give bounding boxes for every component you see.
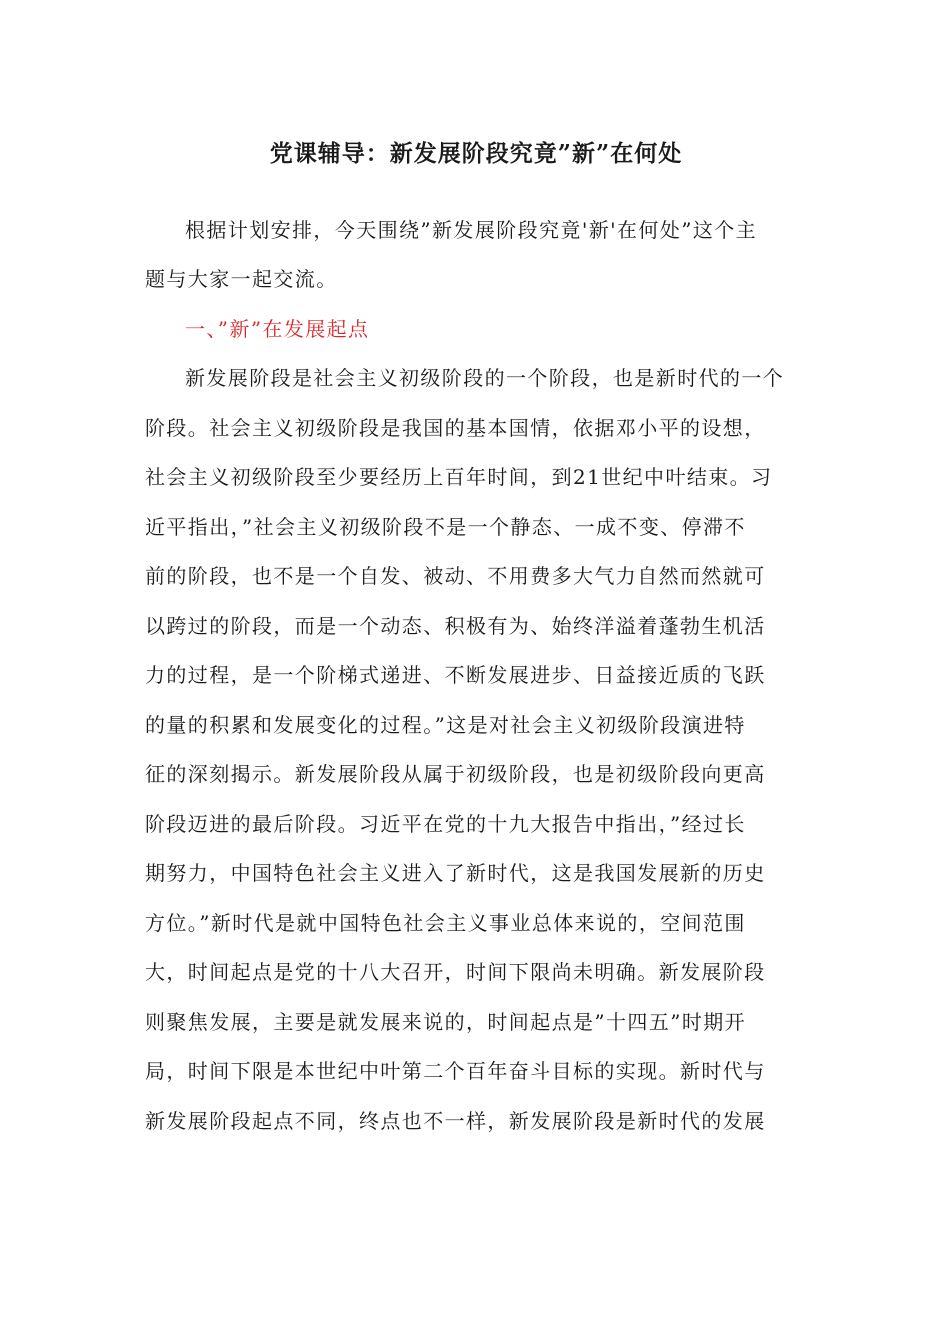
- paragraph-line: 局，时间下限是本世纪中叶第二个百年奋斗目标的实现。新时代与: [145, 1059, 766, 1084]
- paragraph-line: 力的过程，是一个阶梯式递进、不断发展进步、日益接近质的飞跃: [145, 663, 766, 688]
- paragraph-line: 题与大家一起交流。: [145, 267, 338, 292]
- paragraph-line: 的量的积累和发展变化的过程。”这是对社会主义初级阶段演进特: [145, 712, 746, 737]
- intro-paragraph: [145, 206, 807, 305]
- paragraph-line: 以跨过的阶段，而是一个动态、积极有为、始终洋溢着蓬勃生机活: [145, 613, 766, 638]
- section-heading: 一、”新”在发展起点: [185, 316, 370, 341]
- paragraph-line: 根据计划安排，今天围绕”新发展阶段究竟'新'在何处”这个主: [185, 217, 758, 242]
- section1-paragraph: [145, 354, 807, 1146]
- paragraph-line: 阶段迈进的最后阶段。习近平在党的十九大报告中指出，”经过长: [145, 811, 746, 836]
- paragraph-line: 征的深刻揭示。新发展阶段从属于初级阶段，也是初级阶段向更高: [145, 762, 766, 787]
- paragraph-line: 则聚焦发展，主要是就发展来说的，时间起点是”十四五”时期开: [145, 1009, 747, 1034]
- paragraph-line: 社会主义初级阶段至少要经历上百年时间，到21世纪中叶结束。习: [145, 465, 773, 490]
- paragraph-line: 阶段。社会主义初级阶段是我国的基本国情，依据邓小平的设想，: [145, 415, 766, 440]
- document-title: 党课辅导：新发展阶段究竟”新”在何处: [269, 140, 683, 167]
- paragraph-line: 前的阶段，也不是一个自发、被动、不用费多大气力自然而然就可: [145, 564, 766, 589]
- document-page: [145, 140, 807, 1146]
- paragraph-line: 新发展阶段是社会主义初级阶段的一个阶段，也是新时代的一个: [185, 366, 785, 391]
- paragraph-line: 新发展阶段起点不同，终点也不一样，新发展阶段是新时代的发展: [145, 1108, 766, 1133]
- paragraph-line: 期努力，中国特色社会主义进入了新时代，这是我国发展新的历史: [145, 861, 766, 886]
- paragraph-line: 大，时间起点是党的十八大召开，时间下限尚未明确。新发展阶段: [145, 960, 766, 985]
- paragraph-line: 方位。”新时代是就中国特色社会主义事业总体来说的，空间范围: [145, 910, 746, 935]
- paragraph-line: 近平指出，”社会主义初级阶段不是一个静态、一成不变、停滞不: [145, 514, 746, 539]
